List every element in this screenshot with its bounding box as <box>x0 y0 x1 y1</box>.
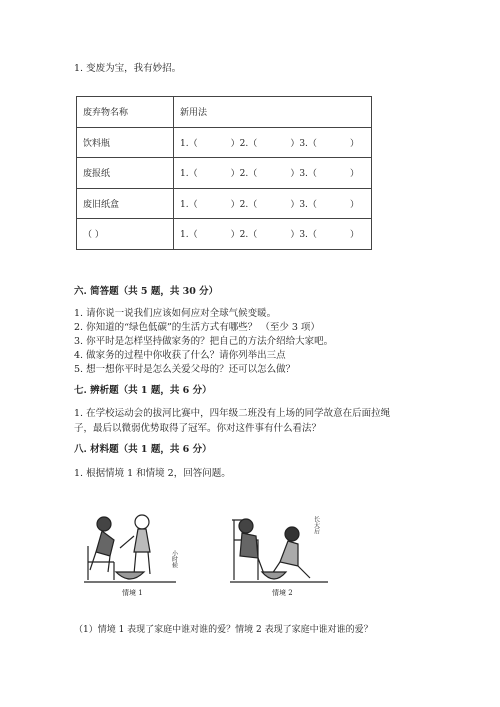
question-line: 4. 做家务的过程中你收获了什么？请你列举出三点 <box>74 350 286 361</box>
scene-1-caption: 情境 1 <box>122 589 143 597</box>
question-line: （1）情境 1 表现了家庭中谁对谁的爱？情境 2 表现了家庭中谁对谁的爱？ <box>74 625 373 635</box>
question-title: 1. 变废为宝，我有妙招。 <box>74 63 182 74</box>
question-line: 3. 你平时是怎样坚持做家务的？把自己的方法介绍给大家吧。 <box>74 336 334 347</box>
waste-reuse-table <box>76 96 372 250</box>
answer-cell[interactable] <box>174 127 372 158</box>
blank-end: ） <box>349 169 359 180</box>
answer-cell[interactable] <box>174 219 372 250</box>
scene-2-illustration <box>228 500 340 598</box>
table-row <box>77 219 372 250</box>
question-line: 1. 在学校运动会的拔河比赛中，四年级二班没有上场的同学故意在后面拉绳 <box>74 408 391 419</box>
section-heading-material: 八. 材料题（共 1 题，共 6 分） <box>74 444 212 455</box>
blank-3: ）3.（ <box>290 169 317 180</box>
question-line: 2. 你知道的“绿色低碳”的生活方式有哪些？ （至少 3 项） <box>74 322 320 333</box>
table-header-cell: 废弃物名称 <box>77 97 174 128</box>
table-row <box>77 158 372 189</box>
scene-2-sign: 长大后 <box>312 516 320 534</box>
table-header-row <box>77 97 372 128</box>
blank-2: ）2.（ <box>230 199 258 210</box>
scene-2-caption: 情境 2 <box>272 589 293 597</box>
blank-2: ）2.（ <box>230 138 258 149</box>
scene-1-sign: 小时候 <box>170 550 178 568</box>
table-header-cell: 新用法 <box>174 97 372 128</box>
waste-name-cell[interactable]: （ ） <box>77 219 174 250</box>
table-row <box>77 188 372 219</box>
table-row <box>77 127 372 158</box>
blank-3: ）3.（ <box>290 230 317 241</box>
blank-2: ）2.（ <box>230 169 258 180</box>
waste-name-cell: 饮料瓶 <box>77 127 174 158</box>
blank-1: 1.（ <box>180 138 198 149</box>
blank-3: ）3.（ <box>290 138 317 149</box>
answer-cell[interactable] <box>174 188 372 219</box>
section-heading-short-answer: 六. 简答题（共 5 题，共 30 分） <box>74 286 219 297</box>
scene-1-illustration <box>80 500 192 598</box>
question-line: 1. 请你说一说我们应该如何应对全球气候变暖。 <box>74 308 277 319</box>
answer-cell[interactable] <box>174 158 372 189</box>
blank-end: ） <box>349 199 359 210</box>
blank-2: ）2.（ <box>230 230 258 241</box>
blank-1: 1.（ <box>180 199 198 210</box>
waste-name-cell: 废报纸 <box>77 158 174 189</box>
section-heading-analysis: 七. 辨析题（共 1 题，共 6 分） <box>74 385 212 396</box>
blank-end: ） <box>349 138 359 149</box>
waste-name-cell: 废旧纸盒 <box>77 188 174 219</box>
question-line: 5. 想一想你平时是怎么关爱父母的？还可以怎么做？ <box>74 364 296 375</box>
blank-end: ） <box>349 230 359 241</box>
blank-3: ）3.（ <box>290 199 317 210</box>
blank-1: 1.（ <box>180 230 198 241</box>
blank-1: 1.（ <box>180 169 198 180</box>
question-line: 子，最后以微弱优势取得了冠军。你对这件事有什么看法？ <box>74 423 322 434</box>
question-line: 1. 根据情境 1 和情境 2，回答问题。 <box>74 468 231 479</box>
